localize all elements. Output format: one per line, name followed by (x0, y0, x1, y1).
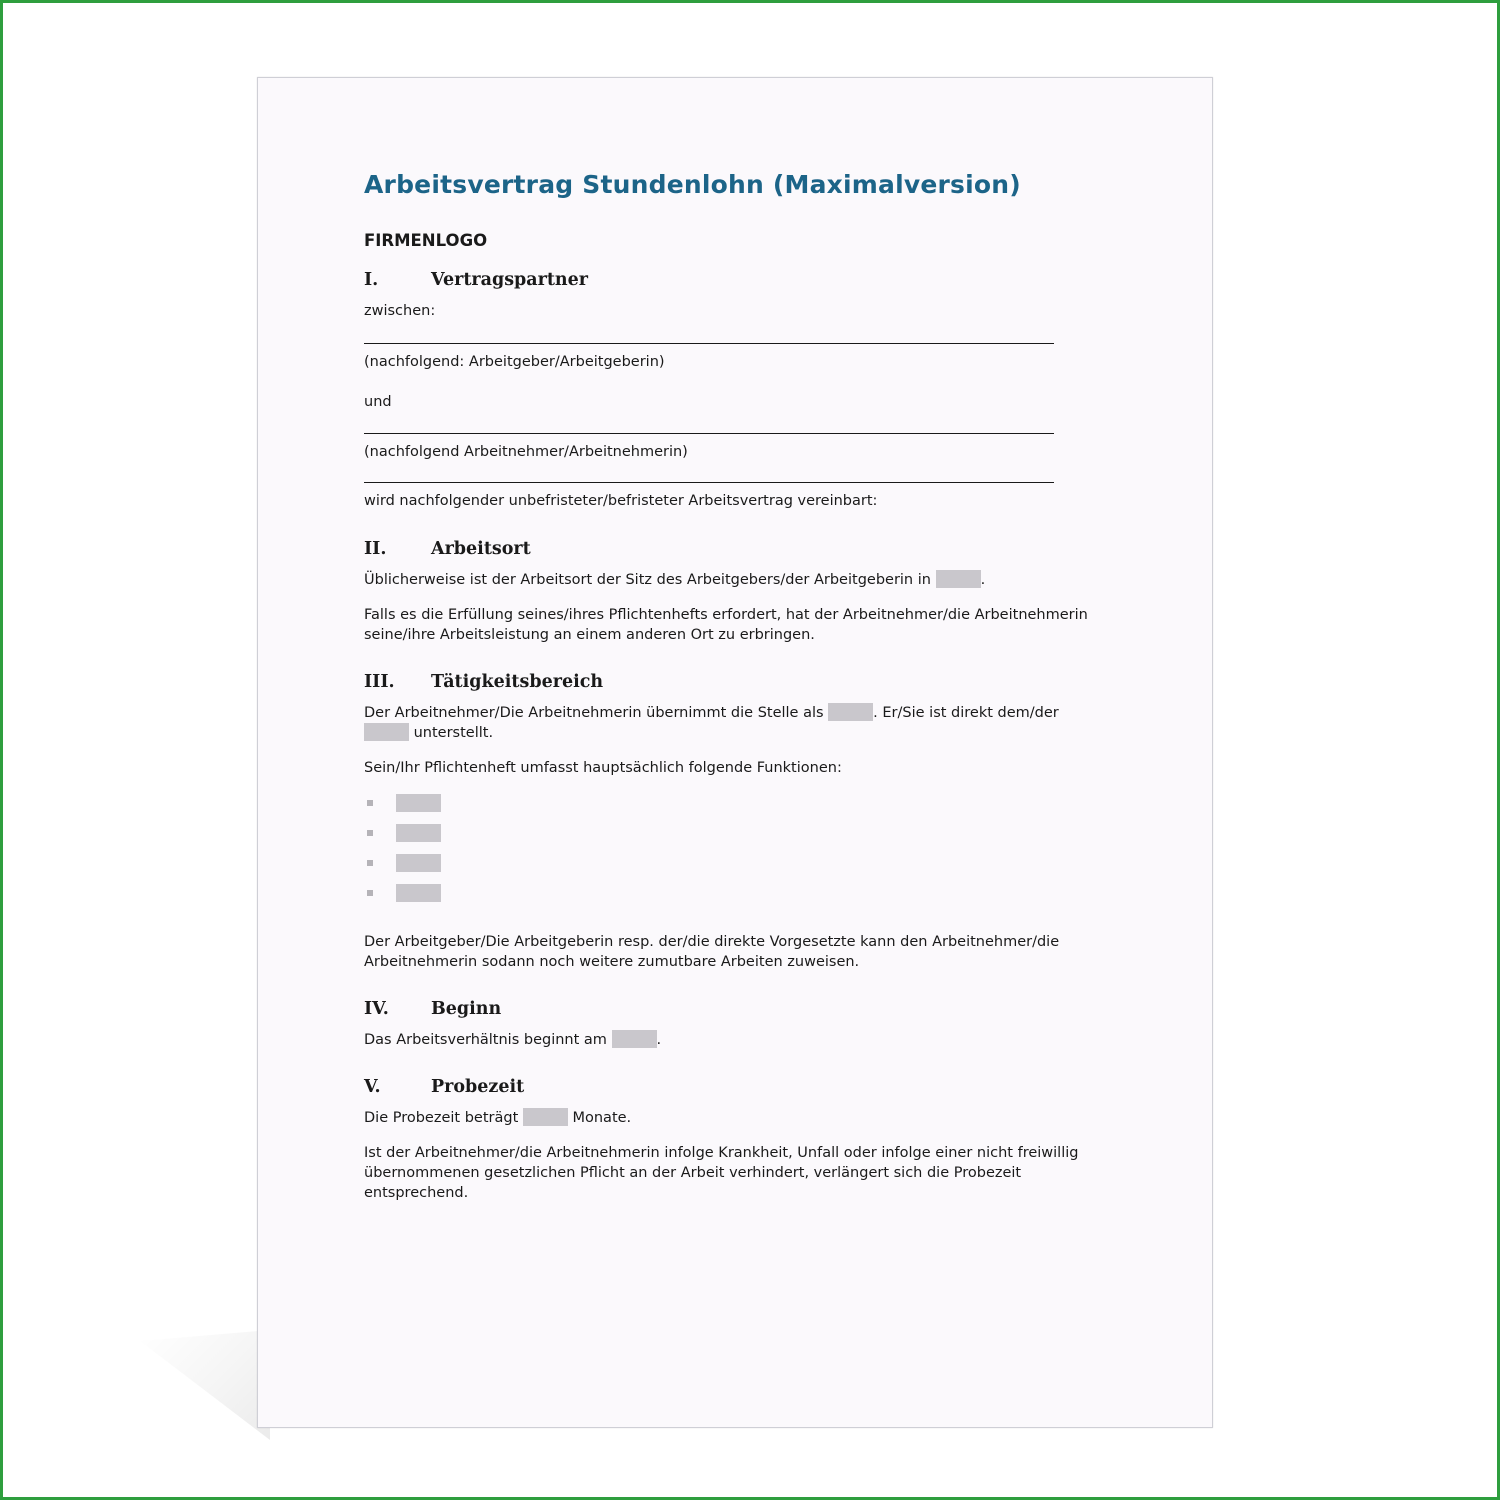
section-number: I. (364, 270, 379, 290)
arbeitsort-paragraph (364, 570, 1106, 590)
start-date-field[interactable] (612, 1030, 657, 1048)
probation-text-end: Monate. (567, 1110, 632, 1126)
section-heading-arbeitsort (364, 539, 1106, 559)
section-title: Vertragspartner (431, 270, 589, 290)
supervisor-field[interactable] (364, 723, 409, 741)
duties-list (364, 788, 1106, 908)
section-number: III. (364, 672, 395, 692)
und-text: und (364, 394, 392, 410)
section-title: Beginn (431, 999, 502, 1019)
document-page (257, 77, 1213, 1428)
employer-signature-line[interactable] (364, 343, 1054, 344)
list-item (364, 848, 1106, 878)
probation-paragraph (364, 1108, 1106, 1128)
section-title: Arbeitsort (431, 539, 531, 559)
section-title: Tätigkeitsbereich (431, 672, 604, 692)
probation-months-field[interactable] (523, 1108, 568, 1126)
job-title-field[interactable] (828, 703, 873, 721)
arbeitsort-text: Üblicherweise ist der Arbeitsort der Sitz des Arbeitgebers/der Arbeitgeberin in (364, 572, 936, 588)
section-number: V. (364, 1077, 381, 1097)
section-heading-beginn (364, 999, 1106, 1019)
arbeitsort-text-end: . (980, 572, 986, 588)
section-heading-taetigkeitsbereich (364, 672, 1106, 692)
duty-field[interactable] (396, 884, 441, 902)
probation-extension-paragraph: Ist der Arbeitnehmer/die Arbeitnehmerin infolge Krankheit, Unfall oder infolge einer nicht freiwillig übernommenen gesetzlichen Pflicht an der Arbeit verhindert, verlängert sich die Probezeit entsprechend. (364, 1145, 1079, 1201)
section-number: IV. (364, 999, 389, 1019)
start-date-paragraph (364, 1030, 1106, 1050)
employee-caption: (nachfolgend Arbeitnehmer/Arbeitnehmerin) (364, 444, 688, 460)
zwischen-text: zwischen: (364, 303, 436, 319)
duty-field[interactable] (396, 824, 441, 842)
list-item (364, 878, 1106, 908)
additional-duties-paragraph: Der Arbeitgeber/Die Arbeitgeberin resp. der/die direkte Vorgesetzte kann den Arbeitnehmer/die Arbeitnehmerin sodann noch weitere zumutbare Arbeiten zuweisen. (364, 934, 1060, 970)
bullet-icon (367, 800, 373, 806)
agreement-text: wird nachfolgender unbefristeter/befristeter Arbeitsvertrag vereinbart: (364, 493, 878, 509)
list-item (364, 788, 1106, 818)
start-date-text: Das Arbeitsverhältnis beginnt am (364, 1032, 612, 1048)
workplace-location-field[interactable] (936, 570, 981, 588)
company-logo-placeholder: FIRMENLOGO (364, 231, 488, 250)
list-item (364, 818, 1106, 848)
bullet-icon (367, 890, 373, 896)
duties-intro: Sein/Ihr Pflichtenheft umfasst hauptsächlich folgende Funktionen: (364, 760, 842, 776)
position-text-end: unterstellt. (409, 725, 494, 741)
position-text-mid: . Er/Sie ist direkt dem/der (873, 705, 1059, 721)
section-number: II. (364, 539, 387, 559)
arbeitsort-flexibility-paragraph: Falls es die Erfüllung seines/ihres Pflichtenhefts erfordert, hat der Arbeitnehmer/die Arbeitnehmerin seine/ihre Arbeitsleistung an einem anderen Ort zu erbringen. (364, 607, 1088, 643)
agreement-line[interactable] (364, 482, 1054, 483)
section-title: Probezeit (431, 1077, 525, 1097)
section-heading-vertragspartner (364, 270, 1106, 290)
start-date-text-end: . (656, 1032, 662, 1048)
probation-text: Die Probezeit beträgt (364, 1110, 523, 1126)
section-heading-probezeit (364, 1077, 1106, 1097)
document-content (364, 170, 1106, 1218)
duty-field[interactable] (396, 854, 441, 872)
employee-signature-line[interactable] (364, 433, 1054, 434)
position-text: Der Arbeitnehmer/Die Arbeitnehmerin übernimmt die Stelle als (364, 705, 829, 721)
position-paragraph (364, 703, 1106, 743)
document-title: Arbeitsvertrag Stundenlohn (Maximalversion) (364, 170, 1021, 199)
employer-caption: (nachfolgend: Arbeitgeber/Arbeitgeberin) (364, 354, 665, 370)
bullet-icon (367, 830, 373, 836)
bullet-icon (367, 860, 373, 866)
duty-field[interactable] (396, 794, 441, 812)
